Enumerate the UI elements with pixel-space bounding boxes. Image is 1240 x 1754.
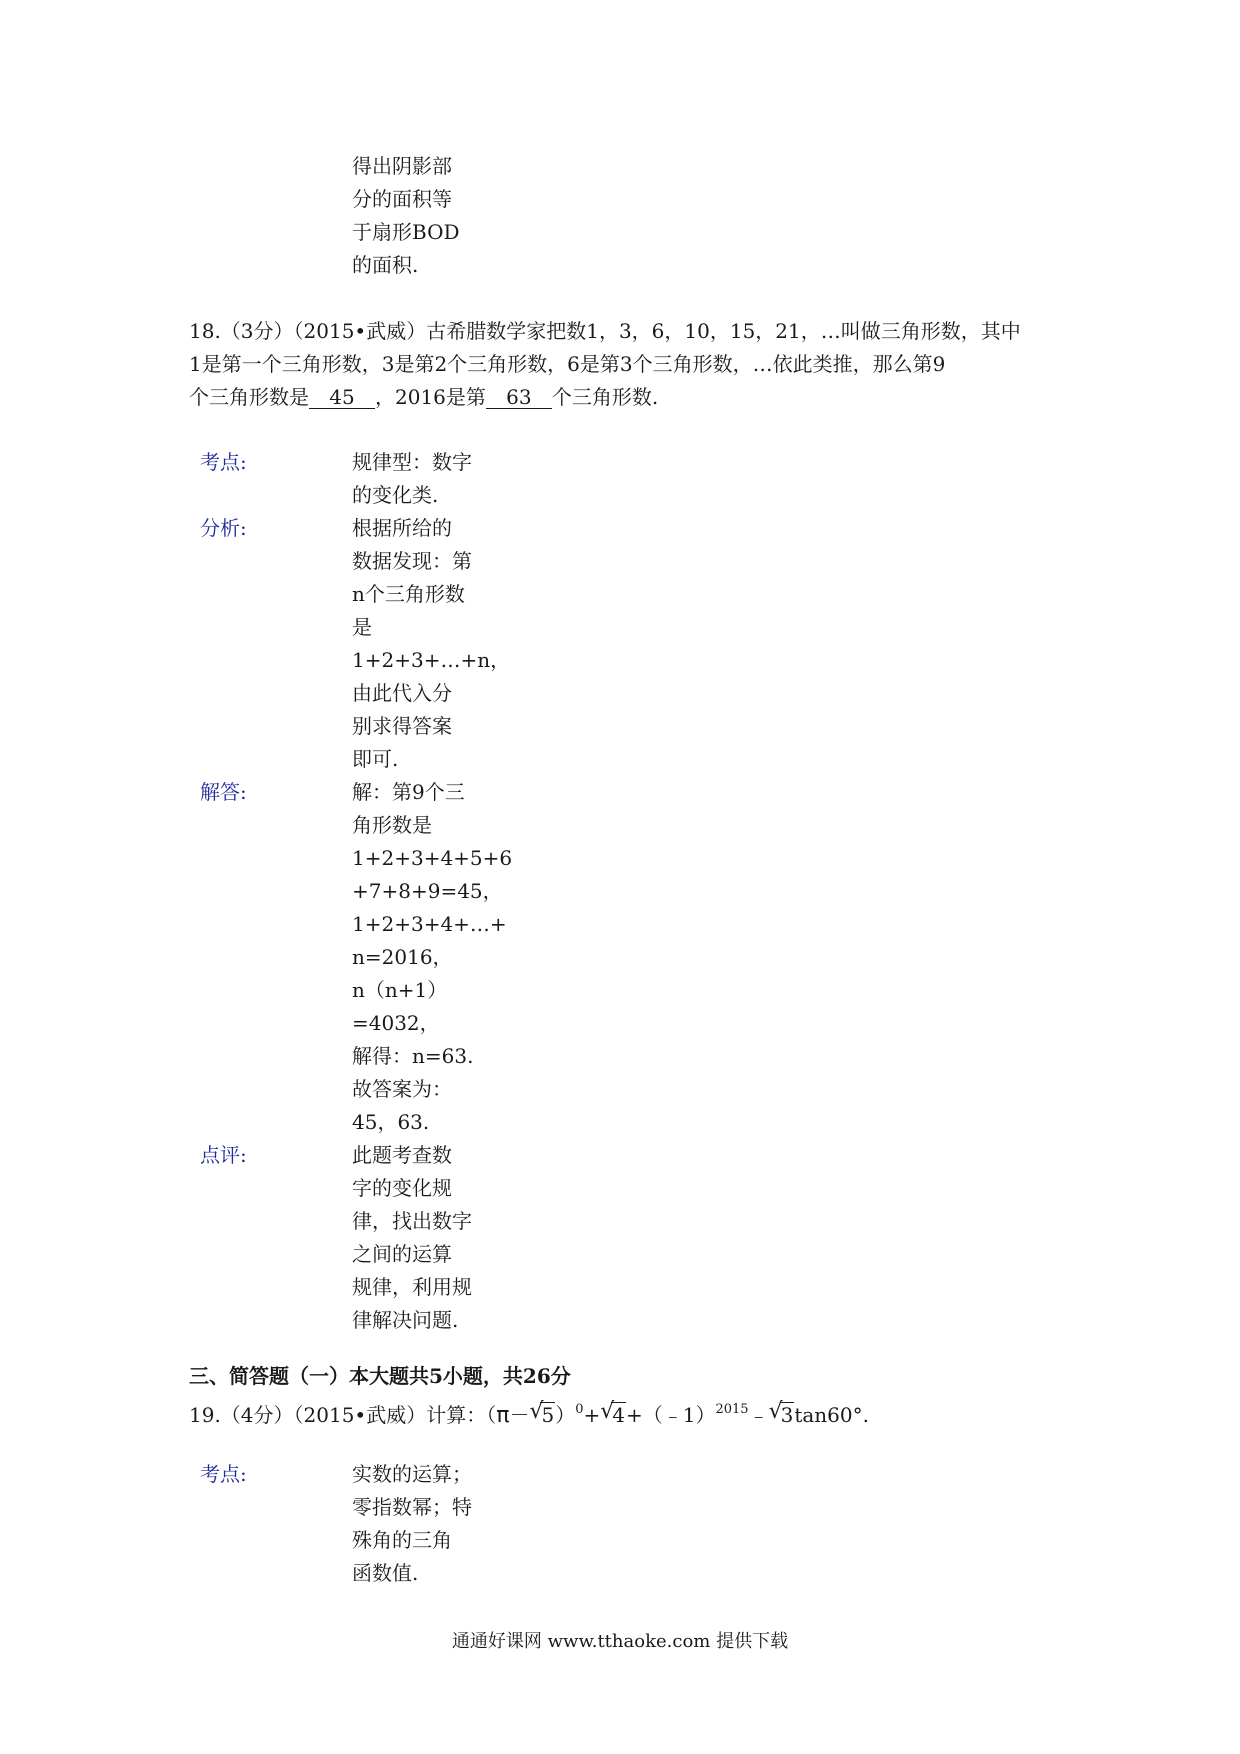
q18-dianping-line: 此题考查数 [352, 1143, 452, 1167]
q19-kaodian-line: 函数值. [352, 1561, 419, 1585]
q18-fenxi-line: 别求得答案 [352, 714, 452, 738]
q19-kaodian-line: 零指数幂；特 [352, 1495, 472, 1519]
q18-line2: 1是第一个三角形数，3是第2个三角形数，6是第3个三角形数，…依此类推，那么第9 [189, 352, 946, 376]
q18-line3-b: ，2016是第 [375, 385, 486, 409]
q19-minus2: ﹣ [748, 1403, 769, 1427]
prev-tail-line: 的面积. [352, 253, 419, 277]
q18-jieda-line: 45，63. [352, 1110, 430, 1134]
q18-dianping-line: 之间的运算 [352, 1242, 452, 1266]
q18-kaodian-line: 规律型：数字 [352, 450, 472, 474]
q18-jieda-line: n（n+1） [352, 978, 448, 1002]
q18-line3-c: 个三角形数. [551, 385, 659, 409]
q19-exp0: 0 [575, 1402, 584, 1417]
sqrt-4: √ 4 [600, 1399, 626, 1432]
q18-kaodian-line: 的变化类. [352, 483, 439, 507]
radical-icon: √ [768, 1399, 783, 1424]
q18-jieda-line: 1+2+3+4+5+6 [352, 846, 513, 870]
q19-plus2: +（﹣1） [626, 1403, 716, 1427]
q18-line3-a: 个三角形数是 [189, 385, 309, 409]
prev-tail-line: 分的面积等 [352, 187, 452, 211]
q19-exp2015: 2015 [715, 1402, 749, 1417]
q19-minus: － [509, 1403, 530, 1427]
q18-dianping-line: 字的变化规 [352, 1176, 452, 1200]
q19-tail: tan60°. [794, 1403, 869, 1427]
q18-dianping-label: 点评: [200, 1143, 247, 1167]
q18-jieda-line: 解得：n=63. [352, 1044, 474, 1068]
prev-tail-line: 得出阴影部 [352, 154, 452, 178]
radical-icon: √ [600, 1399, 615, 1424]
q18-kaodian-label: 考点: [200, 450, 247, 474]
q18-dianping-line: 规律，利用规 [352, 1275, 472, 1299]
q18-fenxi-line: n个三角形数 [352, 582, 465, 606]
q18-jieda-line: +7+8+9=45， [352, 879, 503, 903]
q18-jieda-line: 1+2+3+4+…+ [352, 912, 507, 936]
q19-kaodian-label: 考点: [200, 1462, 247, 1486]
q18-line1: 18.（3分）（2015•武威）古希腊数学家把数1，3，6，10，15，21，…叫做三角形数，其中 [189, 319, 1021, 343]
section-heading: 三、简答题（一）本大题共5小题，共26分 [189, 1364, 571, 1388]
q19-line [189, 1393, 869, 1432]
q19-kaodian-line: 实数的运算； [352, 1462, 472, 1486]
q18-fenxi-line: 由此代入分 [352, 681, 452, 705]
q18-fenxi-line: 数据发现：第 [352, 549, 472, 573]
q18-fenxi-line: 1+2+3+…+n， [352, 648, 511, 672]
q18-fenxi-line: 根据所给的 [352, 516, 452, 540]
q18-jieda-line: =4032， [352, 1011, 440, 1035]
q18-answer1: 45 [309, 386, 375, 409]
q19-close0: ） [555, 1403, 576, 1427]
q18-fenxi-label: 分析: [200, 516, 247, 540]
q19-kaodian-line: 殊角的三角 [352, 1528, 452, 1552]
q18-jieda-line: n=2016， [352, 945, 453, 969]
q18-line3 [189, 381, 658, 414]
sqrt-3: √ 3 [769, 1399, 795, 1432]
q19-plus1: + [583, 1403, 601, 1427]
q18-dianping-line: 律解决问题. [352, 1308, 459, 1332]
q18-dianping-line: 律，找出数字 [352, 1209, 472, 1233]
q18-fenxi-line: 即可. [352, 747, 399, 771]
page-footer: 通通好课网 www.tthaoke.com 提供下载 [451, 1631, 789, 1652]
q18-jieda-line: 角形数是 [352, 813, 432, 837]
sqrt-5: √ 5 [529, 1399, 555, 1432]
q19-pi: π [496, 1403, 510, 1428]
q18-jieda-label: 解答: [200, 780, 247, 804]
q18-answer2: 63 [486, 386, 552, 409]
q18-jieda-line: 解：第9个三 [352, 780, 465, 804]
q18-jieda-line: 故答案为： [352, 1077, 452, 1101]
q18-fenxi-line: 是 [352, 615, 372, 639]
q19-prefix: 19.（4分）（2015•武威）计算：（ [189, 1403, 497, 1427]
prev-tail-line: 于扇形BOD [352, 220, 460, 244]
radical-icon: √ [529, 1399, 544, 1424]
